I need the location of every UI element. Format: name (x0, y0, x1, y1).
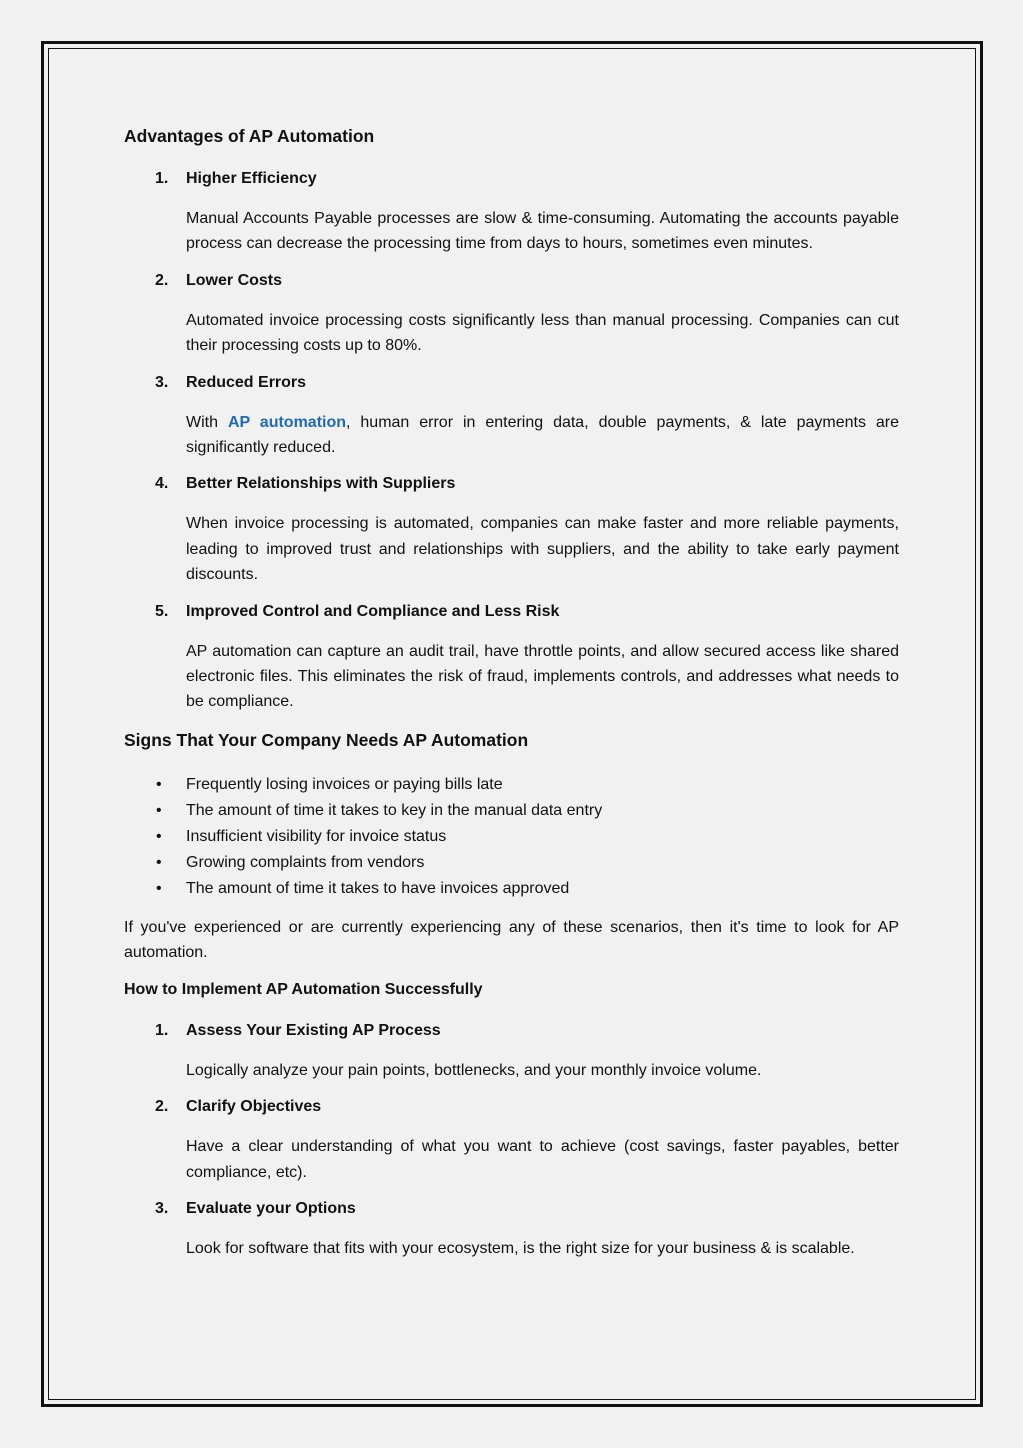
item-title: Lower Costs (186, 271, 283, 289)
item-title: Higher Efficiency (186, 170, 317, 187)
item-title: Reduced Errors (186, 373, 307, 391)
item-number: 1. (155, 1021, 169, 1039)
body-suffix: , human error in entering data, double payments, & late payments are significantly reduced. (186, 413, 900, 457)
item-number: 2. (155, 1098, 169, 1116)
item-body: Logically analyze your pain points, bottlenecks, and your monthly invoice volume. (186, 1061, 762, 1079)
signs-paragraph: If you've experienced or are currently experiencing any of these scenarios, then it's time to look for AP automation. (124, 918, 899, 962)
ap-automation-link[interactable]: AP automation (227, 413, 347, 431)
bullet-icon: • (156, 775, 162, 793)
implement-list (124, 1020, 899, 1262)
list-item (124, 1096, 899, 1185)
advantages-list (124, 168, 899, 715)
item-body (186, 410, 899, 461)
list-item (124, 168, 899, 257)
item-title: Assess Your Existing AP Process (186, 1021, 441, 1039)
list-item (124, 824, 899, 850)
item-body: When invoice processing is automated, companies can make faster and more reliable payments, leading to improved trust and relationships with suppliers, and the ability to take early payment discounts. (186, 515, 899, 584)
item-number: 3. (155, 373, 169, 391)
list-item (124, 798, 899, 824)
item-title: Clarify Objectives (186, 1098, 322, 1116)
item-body: Have a clear understanding of what you want to achieve (cost savings, faster payables, better compliance, etc). (186, 1138, 899, 1181)
item-number: 5. (155, 602, 169, 620)
list-item (124, 473, 899, 587)
item-title: Better Relationships with Suppliers (186, 475, 456, 493)
item-number: 3. (155, 1199, 169, 1217)
signs-heading: Signs That Your Company Needs AP Automation (124, 729, 529, 750)
item-number: 4. (155, 475, 169, 493)
list-item (124, 772, 899, 798)
document-content (124, 124, 899, 1274)
list-item (124, 1198, 899, 1261)
item-title: Improved Control and Compliance and Less Risk (186, 602, 560, 620)
item-body: Look for software that fits with your ecosystem, is the right size for your business & is scalable. (186, 1239, 855, 1257)
bullet-icon: • (156, 827, 162, 845)
signs-list (124, 772, 899, 902)
bullet-text: Growing complaints from vendors (186, 853, 425, 871)
bullet-text: The amount of time it takes to key in the manual data entry (186, 801, 603, 819)
item-body: Manual Accounts Payable processes are slow & time-consuming. Automating the accounts payable process can decrease the processing time from days to hours, sometimes even minutes. (186, 210, 899, 253)
list-item (124, 270, 899, 359)
list-item (124, 1020, 899, 1083)
item-body: AP automation can capture an audit trail, have throttle points, and allow secured access like shared electronic files. This eliminates the risk of fraud, implements controls, and addresses what needs to be compliance. (186, 642, 899, 711)
bullet-text: Insufficient visibility for invoice status (186, 827, 447, 845)
item-title: Evaluate your Options (186, 1199, 356, 1217)
bullet-icon: • (156, 853, 162, 871)
list-item (124, 372, 899, 461)
item-number: 2. (155, 271, 169, 289)
item-number: 1. (155, 170, 169, 187)
bullet-text: The amount of time it takes to have invoices approved (186, 879, 570, 897)
body-prefix: With (186, 413, 228, 431)
bullet-icon: • (156, 879, 162, 897)
bullet-icon: • (156, 801, 162, 819)
list-item (124, 850, 899, 876)
list-item (124, 876, 899, 902)
implement-heading: How to Implement AP Automation Successfully (124, 980, 483, 998)
list-item (124, 601, 899, 715)
bullet-text: Frequently losing invoices or paying bills late (186, 775, 503, 793)
item-body: Automated invoice processing costs significantly less than manual processing. Companies can cut their processing costs up to 80%. (186, 311, 899, 355)
advantages-heading: Advantages of AP Automation (124, 126, 375, 146)
